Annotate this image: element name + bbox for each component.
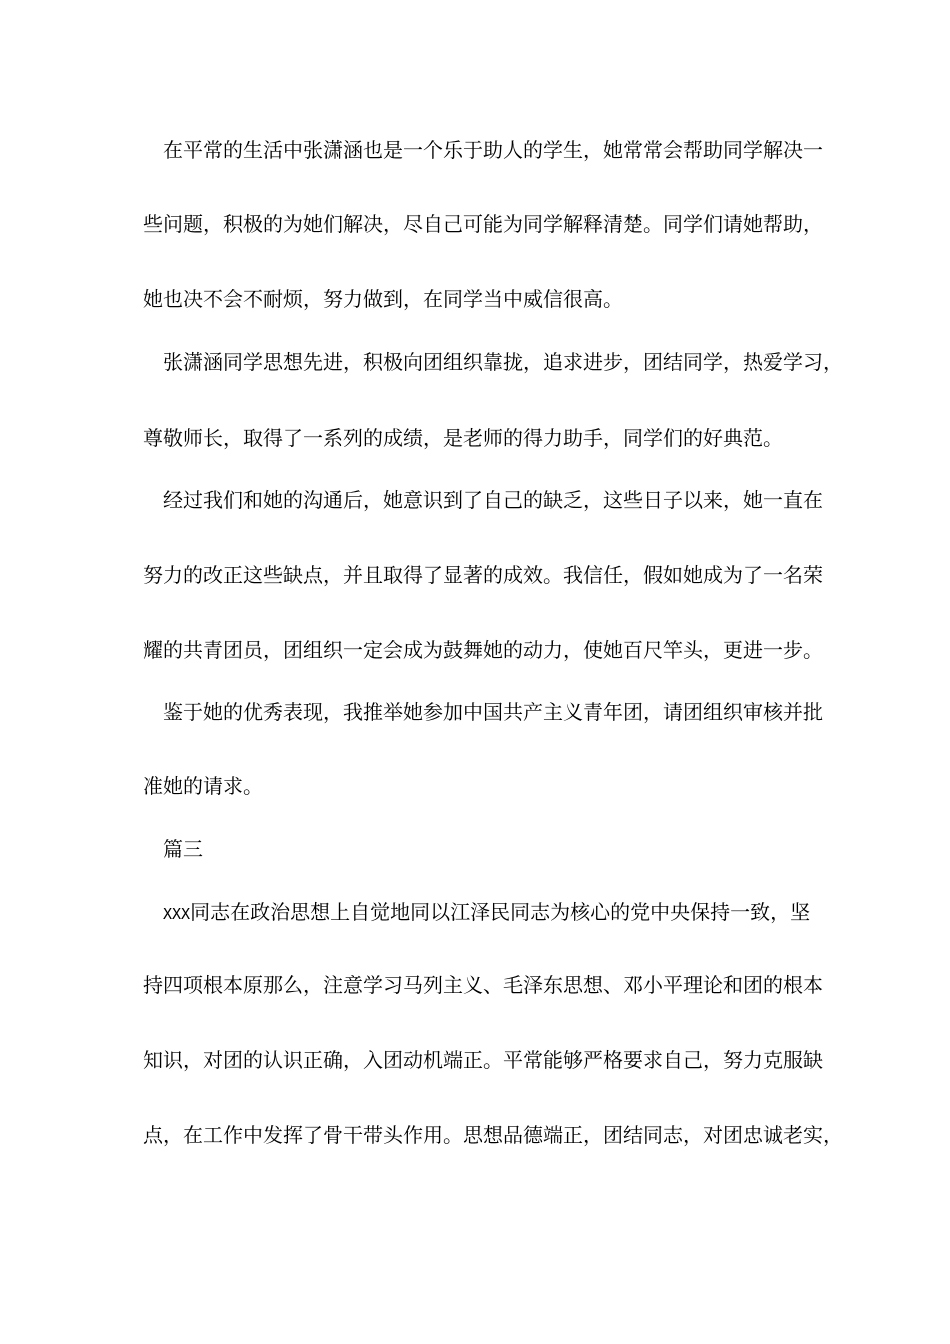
paragraph-line: 张潇涵同学思想先进，积极向团组织靠拢，追求进步，团结同学，热爱学习， xyxy=(163,350,843,374)
paragraph-line: 知识，对团的认识正确，入团动机端正。平常能够严格要求自己，努力克服缺 xyxy=(143,1048,823,1072)
paragraph-line: 准她的请求。 xyxy=(143,774,263,798)
section-heading: 篇三 xyxy=(163,837,203,861)
paragraph-line: 她也决不会不耐烦，努力做到，在同学当中威信很高。 xyxy=(143,287,623,311)
paragraph-line-text: 同志在政治思想上自觉地同以江泽民同志为核心的党中央保持一致，坚 xyxy=(190,900,811,924)
paragraph-line: 鉴于她的优秀表现，我推举她参加中国共产主义青年团，请团组织审核并批 xyxy=(163,700,823,724)
placeholder-name: XXX xyxy=(163,905,191,923)
paragraph-line: 在平常的生活中张潇涵也是一个乐于助人的学生，她常常会帮助同学解决一 xyxy=(163,138,823,162)
paragraph-line: 持四项根本原那么，注意学习马列主义、毛泽东思想、邓小平理论和团的根本 xyxy=(143,973,823,997)
paragraph-line: 尊敬师长，取得了一系列的成绩，是老师的得力助手，同学们的好典范。 xyxy=(143,426,783,450)
paragraph-line xyxy=(163,898,843,928)
paragraph-line: 经过我们和她的沟通后，她意识到了自己的缺乏，这些日子以来，她一直在 xyxy=(163,488,823,512)
paragraph-line: 耀的共青团员，团组织一定会成为鼓舞她的动力，使她百尺竿头，更进一步。 xyxy=(143,638,823,662)
paragraph-line: 些问题，积极的为她们解决，尽自己可能为同学解释清楚。同学们请她帮助， xyxy=(143,212,823,236)
paragraph-line: 努力的改正这些缺点，并且取得了显著的成效。我信任，假如她成为了一名荣 xyxy=(143,563,823,587)
paragraph-line: 点，在工作中发挥了骨干带头作用。思想品德端正，团结同志，对团忠诚老实， xyxy=(143,1123,843,1147)
